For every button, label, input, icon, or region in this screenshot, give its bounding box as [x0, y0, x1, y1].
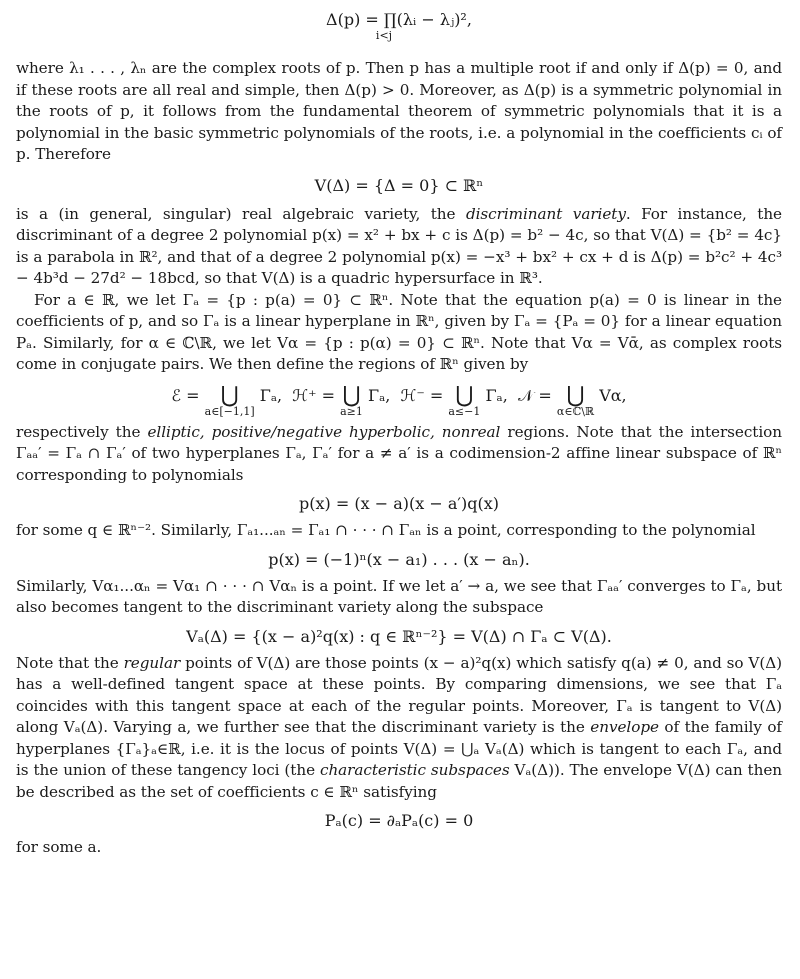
text-span: Note that the [16, 653, 124, 672]
text-span: regions. Note that the intersection Γₐₐ′ = Γₐ ∩ Γₐ′ of two hyperplanes Γₐ, Γₐ′ for a ≠ a′ is a codimension-2 affine linear subspace of ℝⁿ corresponding to polynomials [16, 422, 782, 484]
paragraph-roots: where λ₁ . . . , λₙ are the complex roots of p. Then p has a multiple root if and only if Δ(p) = 0, and if these roots are all real and simple, then Δ(p) > 0. Moreover, as Δ(p) is a symmetric polynomial in the roots of p, it follows from the fundamental theorem of symmetric polynomials that it is a polynomial in the basic symmetric polynomials of the roots, i.e. a polynomial in the coefficients cᵢ of p. Therefore [16, 59, 782, 163]
union-symbol: ⋃ [455, 382, 474, 408]
emphasis-discriminant-variety: discriminant variety [465, 204, 626, 223]
equation-discriminant [16, 0, 782, 58]
paragraph-regions [16, 422, 782, 487]
paragraph-hyperplanes: For a ∈ ℝ, we let Γₐ = {p : p(a) = 0} ⊂ ℝⁿ. Note that the equation p(a) = 0 is linear in the coefficients of p, and so Γₐ is a linear hyperplane in ℝⁿ, given by Γₐ = {Pₐ = 0} for a linear equation Pₐ. Similarly, for α ∈ ℂ\ℝ, we let Vα = {p : p(α) = 0} ⊂ ℝⁿ. Note that Vα = Vᾱ, as complex roots come in conjugate pairs. We then define the regions of ℝⁿ given by [16, 290, 782, 373]
paragraph-point: for some q ∈ ℝⁿ⁻². Similarly, Γₐ₁...ₐₙ = Γₐ₁ ∩ · · · ∩ Γₐₙ is a point, corresponding to the polynomial [16, 521, 756, 539]
equation-discriminant-body: Δ(p) = ∏(λᵢ − λⱼ)², [326, 10, 472, 29]
region-n-rhs: Vα, [599, 385, 627, 405]
equation-regions [16, 376, 782, 422]
union-limit: a∈[−1,1] [204, 404, 255, 418]
union-operator [556, 382, 595, 418]
text-span: of the family of hyperplanes {Γₐ}ₐ∈ℝ, i.e. it is the locus of points V(Δ) = ⋃ₐ Vₐ(Δ) which is tangent to each Γₐ, and is the union of these tangency loci (the [16, 718, 782, 779]
emphasis-regular: regular [123, 653, 181, 672]
union-operator [448, 382, 481, 418]
equation-variety: V(Δ) = {Δ = 0} ⊂ ℝⁿ [314, 175, 484, 195]
region-e-lhs: ℰ = [171, 385, 200, 405]
paragraph-regular-points [16, 653, 782, 804]
equation-envelope: Pₐ(c) = ∂ₐPₐ(c) = 0 [324, 811, 474, 830]
text-span: . For instance, the discriminant of a degree 2 polynomial p(x) = x² + bx + c is Δ(p) = b² − 4c, so that V(Δ) = {b² = 4c} is a parabola in ℝ², and that of a degree 2 polynomial p(x) = −x³ + bx² + cx + d is Δ(p) = b²c² + 4c³ − 4b³d − 27d² − 18bcd, so that V(Δ) is a quadric hypersurface in ℝ³. [16, 204, 782, 287]
equation-subspace: Vₐ(Δ) = {(x − a)²q(x) : q ∈ ℝⁿ⁻²} = V(Δ) ∩ Γₐ ⊂ V(Δ). [186, 626, 612, 646]
paragraph-closing: for some a. [16, 838, 102, 856]
union-limit: a≤−1 [448, 404, 481, 418]
text-span: points of V(Δ) are those points (x − a)²q(x) which satisfy q(a) ≠ 0, and so V(Δ) has a well-defined tangent space at these points. By comparing dimensions, we see that Γₐ coincides with this tangent space at each of the regular points. Moreover, Γₐ is tangent to V(Δ) along Vₐ(Δ). Varying a, we further see that the discriminant variety is the [16, 653, 782, 736]
text-span: Vₐ(Δ)). The envelope V(Δ) can then be described as the set of coefficients c ∈ ℝⁿ satisfying [16, 761, 783, 801]
union-operator [340, 382, 363, 418]
region-hminus-rhs: Γₐ, [485, 385, 508, 405]
paragraph-tangent: Similarly, Vα₁...αₙ = Vα₁ ∩ · · · ∩ Vαₙ is a point. If we let a′ → a, we see that Γₐₐ′ converges to Γₐ, but also becomes tangent to the discriminant variety along the subspace [16, 576, 782, 616]
union-limit: α∈ℂ\ℝ [556, 404, 595, 418]
text-span: is a (in general, singular) real algebraic variety, the [16, 204, 466, 223]
union-symbol: ⋃ [342, 382, 361, 408]
union-symbol: ⋃ [566, 382, 585, 408]
region-hminus-lhs: ℋ⁻ = [400, 385, 444, 405]
emphasis-characteristic-subspaces: characteristic subspaces [319, 761, 510, 779]
emphasis-envelope: envelope [590, 718, 659, 736]
region-n-lhs: 𝒩 = [517, 385, 552, 405]
region-e-rhs: Γₐ, [259, 385, 283, 405]
equation-product-limit: i<j [375, 29, 393, 42]
paragraph-discriminant-variety [16, 204, 782, 290]
emphasis-region-names: elliptic, positive/negative hyperbolic, nonreal [147, 422, 501, 441]
region-hplus-rhs: Γₐ, [367, 385, 391, 405]
region-hplus-lhs: ℋ⁺ = [292, 385, 336, 405]
union-operator [204, 382, 255, 418]
equation-all-roots: p(x) = (−1)ⁿ(x − a₁) . . . (x − aₙ). [268, 549, 530, 569]
union-symbol: ⋃ [220, 382, 239, 408]
union-limit: a≥1 [340, 404, 363, 418]
text-span: respectively the [16, 422, 148, 441]
equation-two-roots: p(x) = (x − a)(x − a′)q(x) [299, 494, 499, 513]
